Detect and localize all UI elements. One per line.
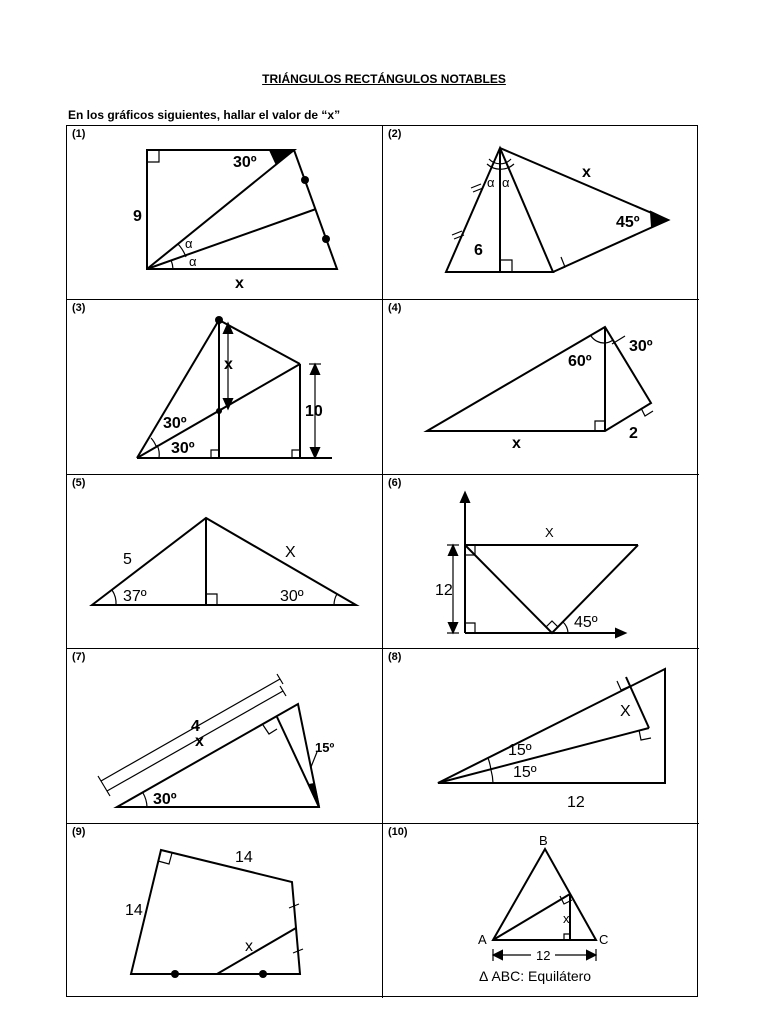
- angle-arc: [488, 758, 491, 770]
- problem-number: (4): [388, 302, 402, 315]
- problem-1: [67, 126, 383, 300]
- tick-mark: [452, 231, 462, 235]
- dimension-tick: [98, 776, 104, 786]
- tick-mark: [454, 235, 464, 239]
- side-label: 2: [629, 425, 638, 443]
- v-shape: [465, 545, 638, 633]
- side-label: 12: [567, 794, 585, 812]
- bisector: [147, 209, 316, 269]
- right-angle-mark: [211, 450, 219, 458]
- angle-arc: [143, 793, 147, 807]
- angle-label: 30º: [233, 154, 257, 171]
- angle-label: 30º: [163, 415, 187, 433]
- right-angle-mark: [206, 594, 217, 605]
- alpha-label: α: [189, 254, 197, 269]
- right-angle-mark: [465, 623, 475, 633]
- right-angle-mark: [147, 150, 159, 162]
- side-label: 4: [191, 718, 200, 736]
- problem-number: (5): [72, 476, 86, 489]
- angle-label: 30º: [171, 440, 195, 458]
- problem-8-figure: [383, 649, 699, 822]
- angle-arc: [563, 622, 568, 633]
- problem-7-figure: [67, 649, 382, 822]
- problem-3: [67, 300, 383, 474]
- arrow-head: [449, 623, 457, 632]
- problem-number: (2): [388, 128, 402, 140]
- x-label: x: [245, 937, 253, 955]
- midpoint-dot: [171, 970, 179, 978]
- angle-label: 15º: [513, 764, 537, 782]
- problem-6-figure: [383, 475, 699, 648]
- side-label: 5: [123, 550, 132, 568]
- angle-label: 15º: [508, 742, 532, 760]
- cevian: [493, 894, 570, 940]
- problem-9-figure: [67, 824, 382, 998]
- problem-3-figure: [67, 300, 382, 473]
- right-angle-mark: [641, 408, 653, 416]
- side-label: 9: [133, 208, 142, 225]
- arrow-head: [461, 493, 469, 502]
- problem-7: [67, 649, 383, 823]
- vertex-dot: [215, 316, 223, 324]
- x-label: x: [224, 356, 233, 374]
- side-label: 6: [474, 242, 483, 259]
- angle-label: 45º: [574, 613, 598, 631]
- problem-5-figure: [67, 475, 382, 648]
- arrow-head: [616, 629, 625, 637]
- angle-arc: [605, 340, 613, 343]
- problem-number: (10): [388, 825, 408, 838]
- x-label: x: [235, 275, 244, 292]
- problem-number: (8): [388, 651, 402, 664]
- problem-number: (9): [72, 825, 86, 838]
- problem-number: (1): [72, 128, 86, 140]
- right-angle-mark: [553, 257, 565, 272]
- angle-label: 45º: [616, 214, 640, 231]
- hypotenuse: [137, 320, 219, 458]
- angle-arc: [157, 445, 159, 458]
- angle-label: 30º: [153, 791, 177, 809]
- right-angle-mark: [595, 421, 605, 431]
- angle-label: 15º: [315, 740, 335, 756]
- x-label: x: [195, 733, 204, 751]
- x-label: X: [545, 524, 554, 540]
- angle-fill-mark: [270, 150, 294, 163]
- right-angle-mark: [263, 725, 277, 734]
- problem-1-figure: [67, 126, 382, 299]
- right-angle-mark: [500, 260, 512, 272]
- x-label: X: [285, 543, 296, 561]
- problem-number: (3): [72, 302, 86, 315]
- arrow-head: [494, 951, 502, 959]
- problem-10-figure: [383, 824, 699, 998]
- dimension-tick: [104, 786, 110, 796]
- side-label: 12: [435, 581, 453, 599]
- tick-mark: [471, 184, 481, 188]
- problem-5: [67, 475, 383, 649]
- side-label: 12: [536, 947, 551, 963]
- right-angle-mark: [292, 450, 300, 458]
- x-label: x: [512, 435, 521, 453]
- vertex-label: A: [478, 931, 487, 947]
- dimension-tick: [277, 674, 283, 684]
- alpha-label: α: [185, 236, 193, 251]
- alpha-label: α: [487, 175, 495, 190]
- side-label: 10: [305, 403, 323, 421]
- problem-9: [67, 824, 383, 998]
- arrow-head: [311, 365, 319, 374]
- worksheet-title: TRIÁNGULOS RECTÁNGULOS NOTABLES: [262, 72, 506, 86]
- side-label: 14: [235, 848, 253, 866]
- arrow-head: [311, 448, 319, 457]
- midpoint-dot: [259, 970, 267, 978]
- midpoint-dot: [322, 235, 330, 243]
- angle-arc: [112, 590, 116, 605]
- x-label: X: [620, 703, 631, 721]
- angle-arc: [334, 594, 337, 605]
- problem-4-figure: [383, 300, 699, 473]
- vertex-label: C: [599, 931, 609, 947]
- right-angle-mark: [546, 621, 558, 627]
- right-angle-mark: [639, 730, 651, 740]
- angle-label: 30º: [629, 338, 653, 356]
- arrow-head: [449, 546, 457, 555]
- problem-number: (6): [388, 476, 402, 489]
- problem-4: [383, 300, 699, 474]
- angle-label: 37º: [123, 587, 147, 605]
- triangle: [117, 704, 319, 807]
- angle-arc: [491, 770, 493, 783]
- angle-arc: [151, 438, 156, 446]
- x-label: x: [563, 910, 570, 926]
- problem-2: [383, 126, 699, 300]
- quad-outline: [427, 327, 651, 431]
- caption: Δ ABC: Equilátero: [479, 967, 592, 984]
- equilateral-triangle: [493, 849, 596, 940]
- problem-grid: [66, 125, 698, 997]
- inner-segment: [217, 928, 296, 974]
- angle-fill-mark: [651, 212, 668, 227]
- angle-arc: [591, 336, 605, 343]
- angle-arc: [171, 260, 173, 269]
- problem-number: (7): [72, 651, 86, 664]
- bisector: [438, 728, 649, 783]
- side-label: 14: [125, 901, 143, 919]
- problem-10: [383, 824, 699, 998]
- worksheet-instruction: En los gráficos siguientes, hallar el valor de “x”: [68, 108, 341, 122]
- vertex-dot: [216, 408, 222, 414]
- alpha-label: α: [502, 175, 510, 190]
- quad-outline: [131, 850, 300, 974]
- angle-fill-mark: [309, 784, 319, 807]
- x-label: x: [582, 164, 591, 181]
- problem-6: [383, 475, 699, 649]
- arrow-head: [587, 951, 595, 959]
- angle-label: 30º: [280, 587, 304, 605]
- midpoint-dot: [301, 176, 309, 184]
- angle-label: 60º: [568, 353, 592, 371]
- diagonal: [147, 150, 294, 269]
- dimension-tick: [280, 686, 286, 696]
- vertex-label: B: [539, 832, 548, 848]
- problem-2-figure: [383, 126, 699, 299]
- problem-8: [383, 649, 699, 823]
